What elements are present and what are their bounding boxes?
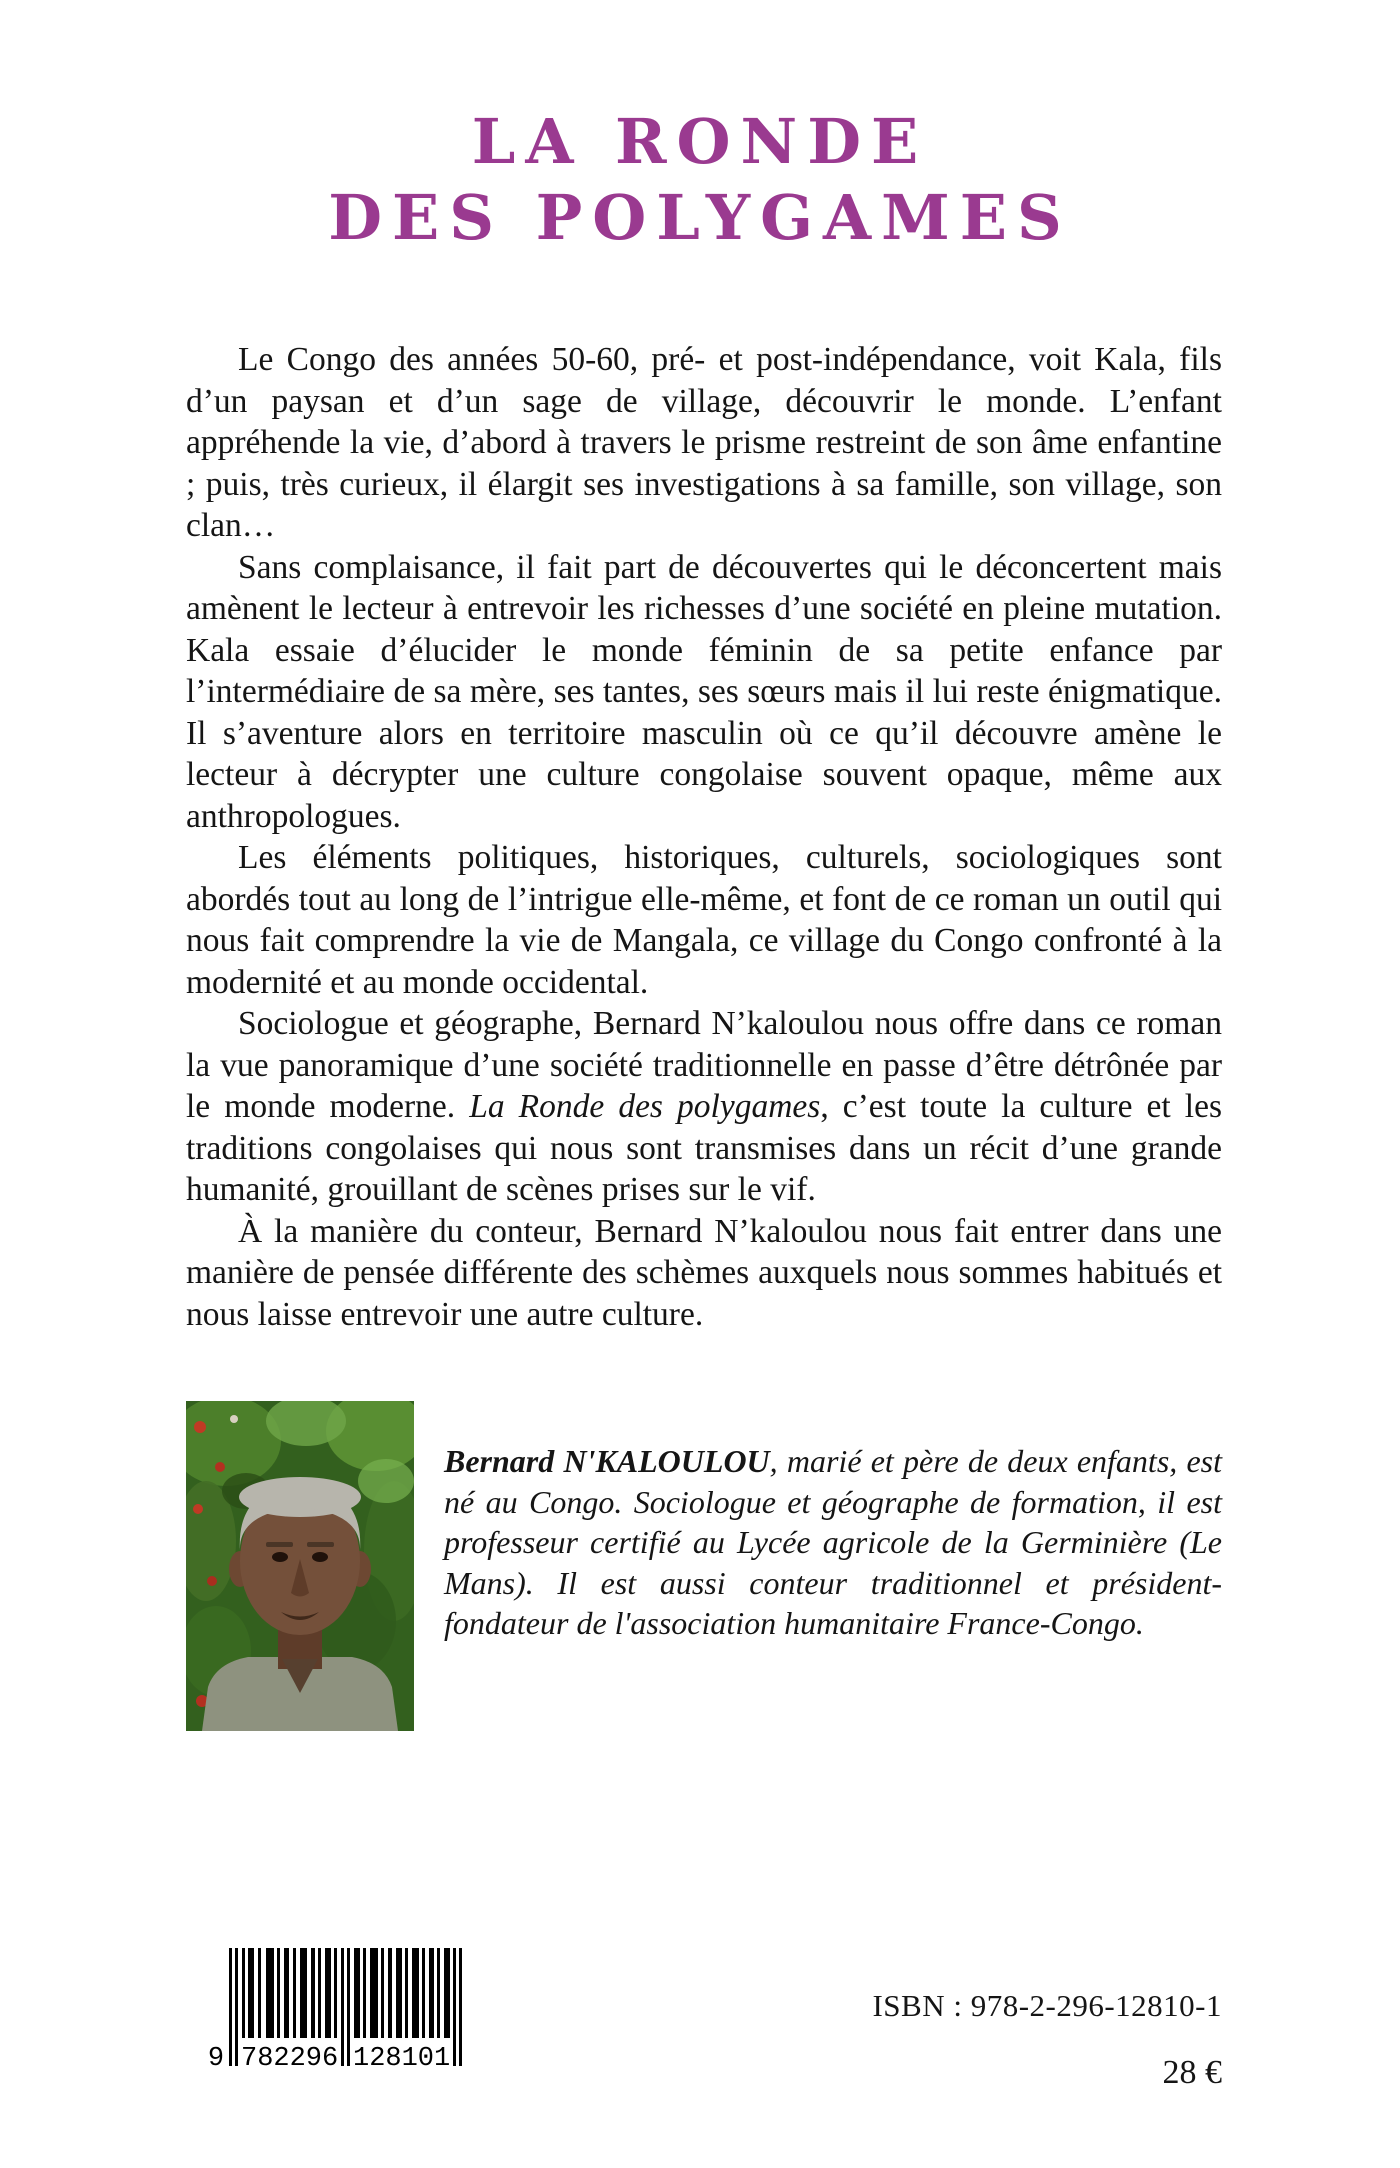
synopsis-paragraph-4-tail: , c’est toute la culture et les traditions congolaises qui nous sont transmises dans un récit d’une grande humanité, grouillant de scènes prises sur le vif.	[186, 1088, 1222, 1209]
synopsis-paragraph-1: Le Congo des années 50-60, pré- et post-indépendance, voit Kala, fils d’un paysan et d’un sage de village, découvrir le monde. L’enfant appréhende la vie, d’abord à travers le prisme restreint de son âme enfantine ; puis, très curieux, il élargit ses investigations à sa famille, son village, son clan…	[186, 341, 1222, 545]
synopsis-paragraph-3: Les éléments politiques, historiques, culturels, sociologiques sont abordés tout au long de l’intrigue elle-même, et font de ce roman un outil qui nous fait comprendre la vie de Mangala, ce village du Congo confronté à la modernité et au monde occidental.	[186, 839, 1222, 1001]
synopsis-paragraph-4	[186, 1003, 1222, 1211]
barcode-digits-group-1: 782296	[241, 2038, 338, 2080]
author-section	[186, 1401, 1222, 1731]
barcode-digits-group-2: 128101	[353, 2038, 450, 2080]
author-photo	[186, 1401, 414, 1731]
synopsis-paragraph-4-text: Sociologue et géographe, Bernard N’kaloulou nous offre dans ce roman la vue panoramique d’une société traditionnelle en passe d’être détrônée par le monde moderne.	[186, 1005, 1222, 1126]
book-title-mention: La Ronde des polygames	[469, 1088, 821, 1126]
author-name: Bernard N'KALOULOU	[444, 1443, 770, 1480]
barcode-lead-digit: 9	[207, 2044, 225, 2074]
title-line-2: DES POLYGAMES	[328, 180, 1072, 254]
synopsis	[186, 339, 1222, 1335]
synopsis-paragraph-5: À la manière du conteur, Bernard N’kaloulou nous fait entrer dans une manière de pensée différente des schèmes auxquels nous sommes habitués et nous laisse entrevoir une autre culture.	[186, 1212, 1222, 1333]
author-bio-text: , marié et père de deux enfants, est né au Congo. Sociologue et géographe de formation, il est professeur certifié au Lycée agricole de la Germinière (Le Mans). Il est aussi conteur traditionnel et président-fondateur de l'association humanitaire France-Congo.	[444, 1443, 1223, 1642]
isbn: ISBN : 978-2-296-12810-1	[872, 1988, 1222, 2023]
author-bio	[444, 1441, 1222, 1731]
price: 28 €	[1162, 2054, 1222, 2091]
synopsis-paragraph-2: Sans complaisance, il fait part de découvertes qui le déconcertent mais amènent le lecteur à entrevoir les richesses d’une société en pleine mutation. Kala essaie d’élucider le monde féminin de sa petite enfance par l’intermédiaire de sa mère, ses tantes, ses sœurs mais il lui reste énigmatique. Il s’aventure alors en territoire masculin où ce qu’il découvre amène le lecteur à décrypter une culture congolaise souvent opaque, même aux anthropologues.	[186, 548, 1222, 835]
barcode	[205, 1948, 475, 2080]
title-line-1: LA RONDE	[471, 105, 929, 178]
book-title	[0, 0, 1400, 255]
author-portrait-illustration	[186, 1401, 414, 1731]
